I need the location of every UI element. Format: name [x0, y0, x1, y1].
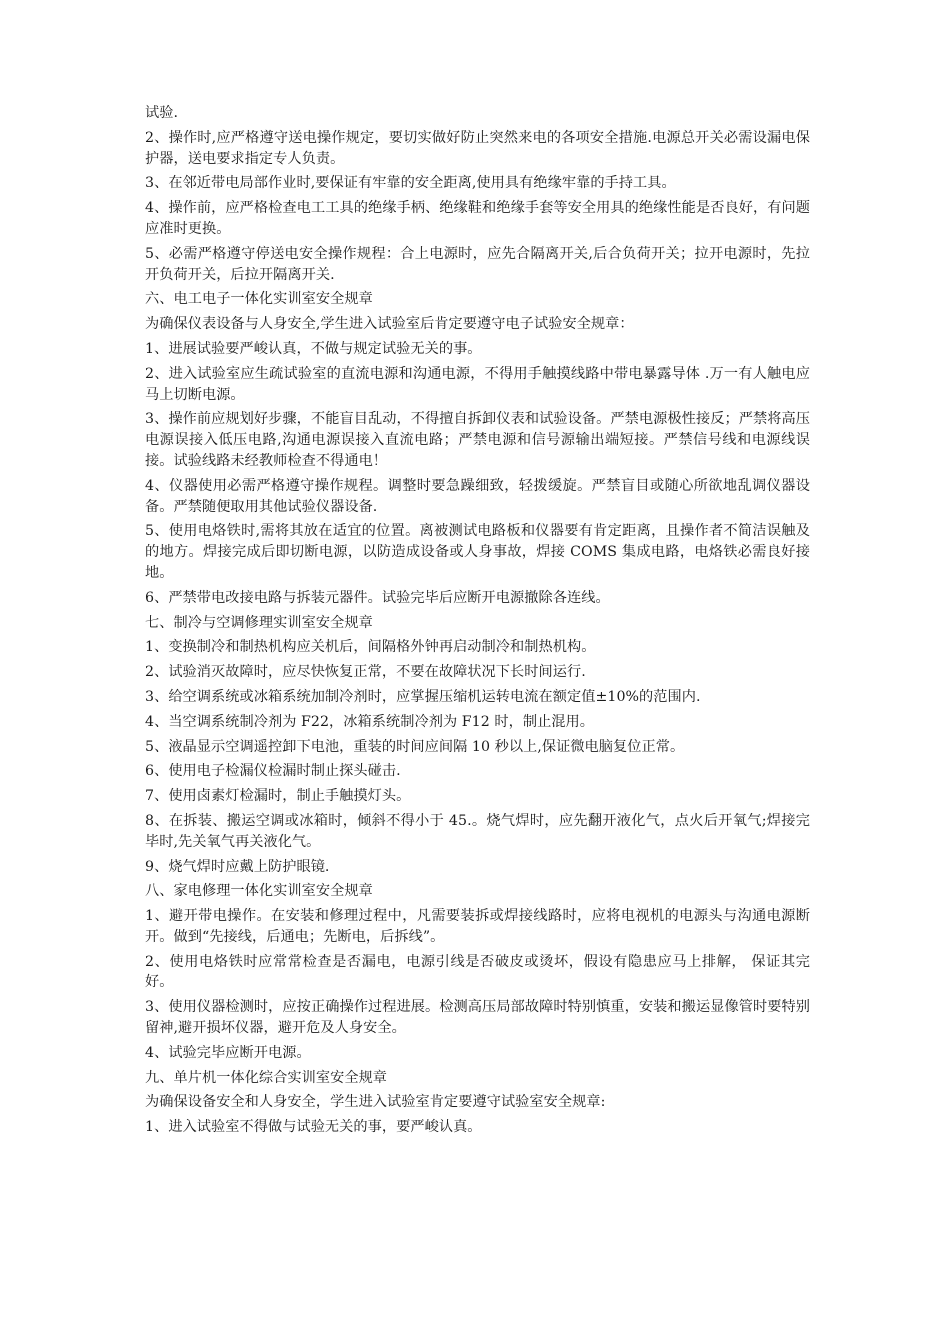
- list-item: 6、严禁带电改接电路与拆装元器件。试验完毕后应断开电源撤除各连线。: [145, 589, 610, 606]
- section-heading-9: 九、单片机一体化综合实训室安全规章: [145, 1069, 388, 1086]
- document-page: [145, 103, 810, 1142]
- list-item: 3、在邻近带电局部作业时,要保证有牢靠的安全距离,使用具有绝缘牢靠的手持工具。: [145, 175, 676, 192]
- list-item: 2、进入试验室应生疏试验室的直流电源和沟通电源，不得用手触摸线路中带电暴露导体 .万一有人触电应马上切断电源。: [145, 365, 810, 403]
- list-item: 4、当空调系统制冷剂为 F22，冰箱系统制冷剂为 F12 时，制止混用。: [145, 713, 595, 730]
- list-item: 1、变换制冷和制热机构应关机后，间隔格外钟再启动制冷和制热机构。: [145, 639, 596, 656]
- section-heading-7: 七、制冷与空调修理实训室安全规章: [145, 614, 373, 631]
- list-item: 4、试验完毕应断开电源。: [145, 1044, 311, 1061]
- list-item: 9、烧气焊时应戴上防护眼镜.: [145, 858, 330, 875]
- list-item: 1、进入试验室不得做与试验无关的事，要严峻认真。: [145, 1119, 482, 1136]
- list-item: 3、给空调系统或冰箱系统加制冷剂时，应掌握压缩机运转电流在额定值±10%的范围内.: [145, 688, 701, 705]
- list-item: 7、使用卤素灯检漏时，制止手触摸灯头。: [145, 788, 411, 805]
- list-item: 3、使用仪器检测时，应按正确操作过程进展。检测高压局部故障时特别慎重，安装和搬运显像管时要特别留神,避开损坏仪器，避开危及人身安全。: [145, 999, 810, 1037]
- list-item: 1、避开带电操作。在安装和修理过程中，凡需要装拆或焊接线路时，应将电视机的电源头与沟通电源断开。做到“先接线，后通电；先断电，后拆线”。: [145, 908, 810, 945]
- list-item: 6、使用电子检漏仪检漏时制止探头碰击.: [145, 763, 401, 780]
- list-item: 5、必需严格遵守停送电安全操作规程：合上电源时，应先合隔离开关,后合负荷开关；拉开电源时，先拉开负荷开关，后拉开隔离开关.: [145, 245, 810, 283]
- list-item: 8、在拆装、搬运空调或冰箱时，倾斜不得小于 45.。烧气焊时，应先翻开液化气，点火后开氧气;焊接完毕时,先关氧气再关液化气。: [145, 812, 810, 850]
- list-item: 2、试验消灭故障时，应尽快恢复正常，不要在故障状况下长时间运行.: [145, 664, 586, 681]
- list-item: 5、液晶显示空调遥控卸下电池，重装的时间应间隔 10 秒以上,保证微电脑复位正常。: [145, 738, 685, 755]
- paragraph-continuation: 试验.: [145, 105, 179, 121]
- section-intro: 为确保设备安全和人身安全，学生进入试验室肯定要遵守试验室安全规章:: [145, 1094, 606, 1111]
- section-heading-6: 六、电工电子一体化实训室安全规章: [145, 291, 373, 308]
- section-intro: 为确保仪表设备与人身安全,学生进入试验室后肯定要遵守电子试验安全规章：: [145, 316, 634, 333]
- list-item: 4、操作前，应严格检查电工工具的绝缘手柄、绝缘鞋和绝缘手套等安全用具的绝缘性能是否良好，有问题应准时更换。: [145, 200, 810, 237]
- list-item: 2、操作时,应严格遵守送电操作规定，要切实做好防止突然来电的各项安全措施.电源总开关必需设漏电保护器，送电要求指定专人负责。: [145, 129, 810, 167]
- list-item: 3、操作前应规划好步骤，不能盲目乱动，不得擅自拆卸仪表和试验设备。严禁电源极性接反；严禁将高压电源误接入低压电路,沟通电源误接入直流电路；严禁电源和信号源输出端短接。严禁信号线和电源线误接。试验线路未经教师检查不得通电！: [145, 411, 810, 469]
- list-item: 1、进展试验要严峻认真，不做与规定试验无关的事。: [145, 340, 482, 357]
- list-item: 4、仪器使用必需严格遵守操作规程。调整时要急躁细致，轻拨缓旋。严禁盲目或随心所欲地乱调仪器设备。严禁随便取用其他试验仪器设备.: [145, 477, 810, 515]
- list-item: 2、使用电烙铁时应常常检查是否漏电，电源引线是否破皮或烫坏，假设有隐患应马上排解， 保证其完好。: [145, 953, 810, 991]
- list-item: 5、使用电烙铁时,需将其放在适宜的位置。离被测试电路板和仪器要有肯定距离，且操作者不简洁误触及的地方。焊接完成后即切断电源，以防造成设备或人身事故，焊接 COMS 集成电路，电烙铁必需良好接地。: [145, 523, 810, 581]
- section-heading-8: 八、家电修理一体化实训室安全规章: [145, 883, 373, 900]
